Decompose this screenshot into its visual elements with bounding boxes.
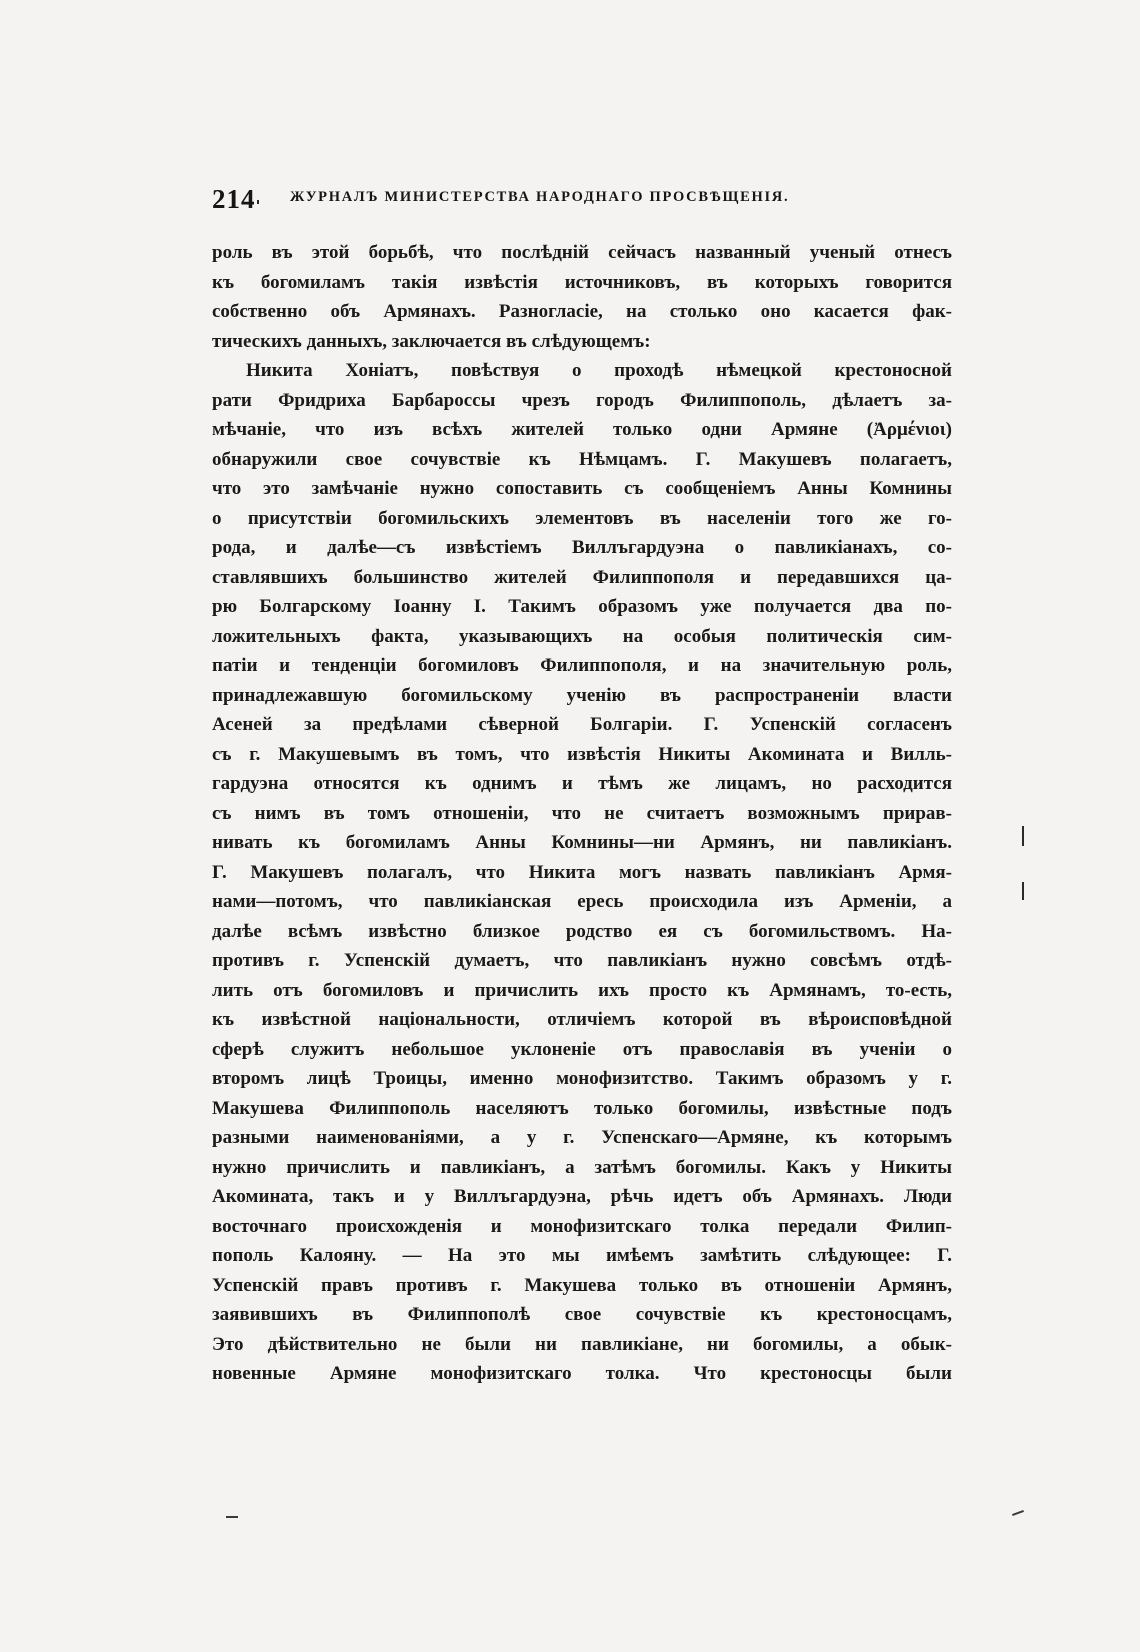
text-line: восточнаго происхожденія и монофизитскаго толка передали Филип- xyxy=(212,1215,952,1237)
text-line: Асеней за предѣлами сѣверной Болгаріи. Г. Успенскій согласенъ xyxy=(212,714,952,735)
text-line: разными наименованіями, а у г. Успенскаго—Армяне, къ которымъ xyxy=(212,1127,952,1148)
text-line: принадлежавшую богомильскому ученію въ распространеніи власти xyxy=(212,684,952,706)
text-line: второмъ лицѣ Троицы, именно монофизитство. Такимъ образомъ у г. xyxy=(212,1068,952,1089)
text-line: Это дѣйствительно не были ни павликіане, ни богомилы, а обык- xyxy=(212,1333,952,1355)
text-line: къ извѣстной національности, отличіемъ которой въ вѣроисповѣдной xyxy=(212,1009,952,1030)
text-line: рати Фридриха Барбароссы чрезъ городъ Филиппополь, дѣлаетъ за- xyxy=(212,389,952,411)
scan-mark xyxy=(1022,826,1024,846)
text-line: ложительныхъ факта, указывающихъ на особыя политическія сим- xyxy=(212,625,952,647)
scan-mark xyxy=(1022,882,1024,900)
text-line: тическихъ данныхъ, заключается въ слѣдующемъ: xyxy=(212,330,651,352)
text-line: съ г. Макушевымъ въ томъ, что извѣстія Никиты Акомината и Вилль- xyxy=(212,743,952,765)
text-line: мѣчаніе, что изъ всѣхъ жителей только одни Армяне (Ἀρμένιοι) xyxy=(212,419,952,440)
scan-mark xyxy=(257,200,259,204)
running-title: ЖУРНАЛЪ МИНИСТЕРСТВА НАРОДНАГО ПРОСВѢЩЕНІЯ. xyxy=(290,189,790,205)
text-line: къ богомиламъ такія извѣстія источниковъ, въ которыхъ говорится xyxy=(212,271,952,293)
text-line: собственно объ Армянахъ. Разногласіе, на столько оно касается фак- xyxy=(212,301,952,322)
text-line: гардуэна относятся къ однимъ и тѣмъ же лицамъ, но расходится xyxy=(212,773,952,794)
text-line: рю Болгарскому Іоанну I. Такимъ образомъ уже получается два по- xyxy=(212,596,952,617)
text-line: противъ г. Успенскій думаетъ, что павликіанъ нужно совсѣмъ отдѣ- xyxy=(212,950,952,971)
body-text xyxy=(212,238,952,1389)
text-line: нами—потомъ, что павликіанская ересь происходила изъ Арменіи, а xyxy=(212,891,952,912)
text-line: сферѣ служитъ небольшое уклоненіе отъ православія въ ученіи о xyxy=(212,1038,952,1060)
text-line: лить отъ богомиловъ и причислить ихъ просто къ Армянамъ, то-есть, xyxy=(212,979,952,1001)
text-line: патіи и тенденціи богомиловъ Филиппополя, и на значительную роль, xyxy=(212,655,952,676)
text-line: рода, и далѣе—съ извѣстіемъ Виллъгардуэна о павликіанахъ, со- xyxy=(212,537,952,558)
text-line: Макушева Филиппополь населяютъ только богомилы, извѣстные подъ xyxy=(212,1097,952,1119)
scan-mark xyxy=(1012,1510,1024,1516)
text-line: пополь Калояну. — На это мы имѣемъ замѣтить слѣдующее: Г. xyxy=(212,1245,952,1266)
text-line: заявившихъ въ Филиппополѣ свое сочувствіе къ крестоносцамъ, xyxy=(212,1304,952,1325)
text-line: Успенскій правъ противъ г. Макушева только въ отношеніи Армянъ, xyxy=(212,1274,952,1296)
text-line: обнаружили свое сочувствіе къ Нѣмцамъ. Г. Макушевъ полагаетъ, xyxy=(212,448,952,470)
text-line: съ нимъ въ томъ отношеніи, что не считаетъ возможнымъ прирав- xyxy=(212,802,952,824)
page-number: 214 xyxy=(212,184,256,214)
scan-mark xyxy=(226,1516,238,1518)
text-line: роль въ этой борьбѣ, что послѣдній сейчасъ названный ученый отнесъ xyxy=(212,242,952,263)
text-line: Акомината, такъ и у Виллъгардуэна, рѣчь идетъ объ Армянахъ. Люди xyxy=(212,1186,952,1207)
text-line: нивать къ богомиламъ Анны Комнины—ни Армянъ, ни павликіанъ. xyxy=(212,832,952,853)
text-line: новенные Армяне монофизитскаго толка. Что крестоносцы были xyxy=(212,1363,952,1384)
text-line: далѣе всѣмъ извѣстно близкое родство ея съ богомильствомъ. На- xyxy=(212,920,952,942)
text-line: о присутствіи богомильскихъ элементовъ въ населеніи того же го- xyxy=(212,507,952,529)
text-line: Г. Макушевъ полагалъ, что Никита могъ назвать павликіанъ Армя- xyxy=(212,861,952,883)
page-header xyxy=(212,184,948,214)
text-line: нужно причислить и павликіанъ, а затѣмъ богомилы. Какъ у Никиты xyxy=(212,1156,952,1178)
text-line: Никита Хоніатъ, повѣствуя о проходѣ нѣмецкой крестоносной xyxy=(246,360,952,381)
text-line: ставлявшихъ большинство жителей Филиппополя и передавшихся ца- xyxy=(212,566,952,588)
text-line: что это замѣчаніе нужно сопоставить съ сообщеніемъ Анны Комнины xyxy=(212,478,952,499)
